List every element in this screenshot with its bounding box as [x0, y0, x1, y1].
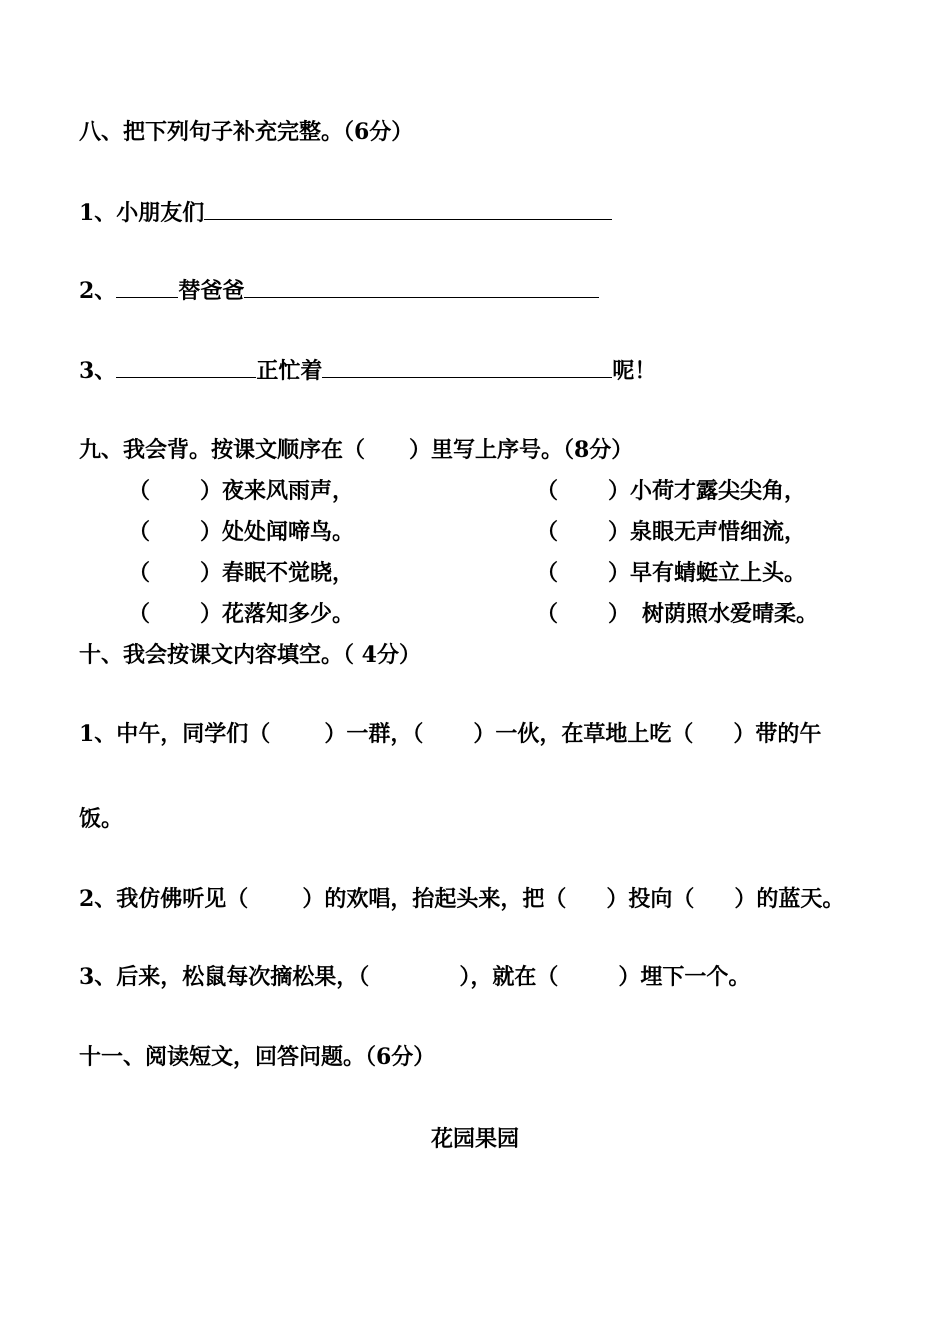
section-11-heading: 十一、阅读短文，回答问题。（6分）: [79, 1044, 436, 1070]
s10-q2-part-d: ）的蓝天。: [734, 886, 845, 912]
s8-item-3-blank-b[interactable]: [322, 355, 612, 378]
s9-left-row-2: [128, 517, 354, 547]
s9-left-line-3: 春眠不觉晓，: [222, 560, 355, 586]
s9-right-line-2: 泉眼无声惜细流，: [630, 519, 807, 545]
s10-q3: [79, 962, 750, 992]
s8-item-3-suffix: 呢！: [612, 358, 657, 384]
paren-open: （: [536, 601, 559, 627]
section-9-heading: 九、我会背。按课文顺序在（ ）里写上序号。（8分）: [79, 437, 634, 463]
s8-item-1: [79, 197, 612, 228]
s8-item-2-prefix: 2、: [79, 278, 117, 304]
section-10-heading: 十、我会按课文内容填空。（ 4分）: [79, 642, 421, 668]
s8-item-2: [79, 275, 599, 306]
s10-q1-part-c: ）一伙，在草地上吃（: [473, 721, 694, 747]
s8-item-3: [79, 355, 656, 386]
s8-item-2-blank-b[interactable]: [244, 275, 599, 298]
s8-item-3-prefix: 3、: [79, 358, 117, 384]
paren-close: ）: [608, 519, 631, 545]
paren-open: （: [128, 560, 151, 586]
paren-close: ）: [200, 519, 223, 545]
s10-q3-part-b: ），就在（: [459, 964, 559, 990]
s9-right-row-4: [536, 599, 818, 629]
paren-open: （: [536, 560, 559, 586]
paren-close: ）: [608, 601, 631, 627]
paren-close: ）: [200, 560, 223, 586]
s8-item-3-mid: 正忙着: [256, 358, 323, 384]
s9-left-line-2: 处处闻啼鸟。: [222, 519, 355, 545]
s8-item-2-blank-a[interactable]: [116, 275, 178, 298]
s9-left-row-1: [128, 476, 354, 506]
s10-q1-part-d: ）带的午: [733, 721, 822, 747]
paren-close: ）: [200, 478, 223, 504]
section-8-heading: 八、把下列句子补充完整。（6分）: [79, 119, 414, 145]
s8-item-1-blank[interactable]: [204, 197, 612, 220]
s9-right-row-1: [536, 476, 806, 506]
s10-q2-part-a: 2、我仿佛听见（: [79, 886, 249, 912]
s10-q3-part-a: 3、后来，松鼠每次摘松果，（: [79, 964, 370, 990]
s9-left-row-3: [128, 558, 354, 588]
s10-q1-part-b: ）一群，（: [324, 721, 424, 747]
s8-item-2-mid: 替爸爸: [178, 278, 245, 304]
s9-right-row-2: [536, 517, 806, 547]
s10-q2: [79, 884, 844, 914]
s9-left-line-4: 花落知多少。: [222, 601, 355, 627]
s10-q1: [79, 719, 821, 749]
paren-close: ）: [608, 478, 631, 504]
s8-item-1-prefix: 1、小朋友们: [79, 200, 205, 226]
s10-q2-part-b: ）的欢唱，抬起头来，把（: [302, 886, 567, 912]
s9-right-line-1: 小荷才露尖尖角，: [630, 478, 807, 504]
s10-q3-part-c: ）埋下一个。: [618, 964, 751, 990]
paren-open: （: [536, 478, 559, 504]
s9-left-row-4: [128, 599, 354, 629]
paren-close: ）: [608, 560, 631, 586]
s9-right-line-4: 树荫照水爱晴柔。: [642, 601, 819, 627]
passage-title: 花园果园: [430, 1126, 519, 1152]
s10-q2-part-c: ）投向（: [606, 886, 695, 912]
paren-open: （: [128, 601, 151, 627]
s8-item-3-blank-a[interactable]: [116, 355, 256, 378]
s10-q1-part-a: 1、中午，同学们（: [79, 721, 271, 747]
s9-right-row-3: [536, 558, 806, 588]
s9-right-line-3: 早有蜻蜓立上头。: [630, 560, 807, 586]
paren-open: （: [128, 519, 151, 545]
s10-q1-cont: 饭。: [79, 806, 124, 832]
paren-close: ）: [200, 601, 223, 627]
s9-left-line-1: 夜来风雨声，: [222, 478, 355, 504]
paren-open: （: [536, 519, 559, 545]
paren-open: （: [128, 478, 151, 504]
